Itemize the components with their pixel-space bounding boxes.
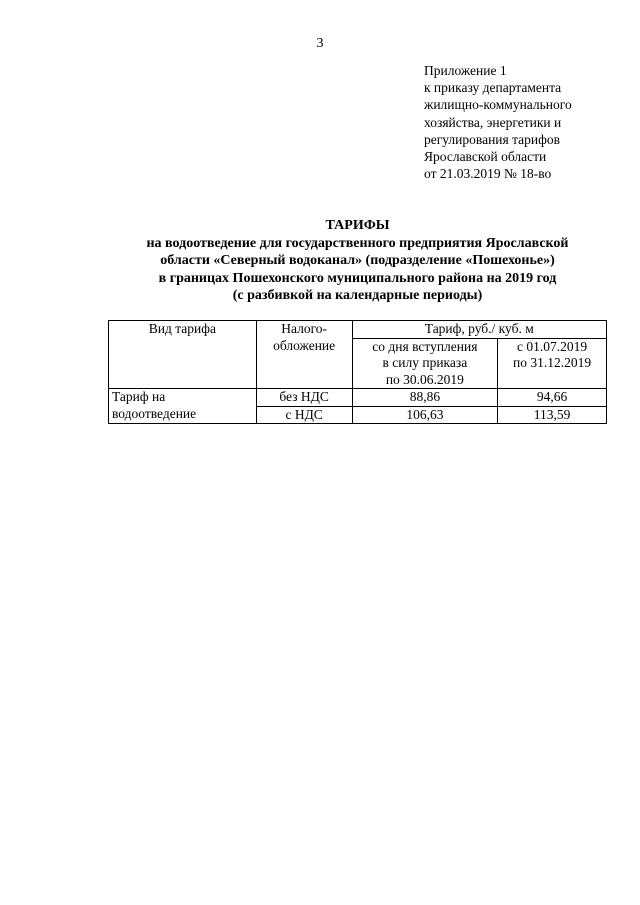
period1-value: 106,63 bbox=[352, 406, 498, 424]
table-row bbox=[109, 389, 607, 407]
appendix-block bbox=[424, 62, 572, 182]
document-title bbox=[100, 217, 615, 305]
appendix-line: Ярославской области bbox=[424, 149, 547, 165]
header-period1: со дня вступления в силу приказа по 30.06.2019 bbox=[352, 338, 498, 389]
appendix-line: от 21.03.2019 № 18-во bbox=[424, 166, 552, 182]
title-heading: ТАРИФЫ bbox=[325, 218, 390, 233]
appendix-line: к приказу департамента bbox=[424, 80, 562, 96]
appendix-line: хозяйства, энергетики и bbox=[424, 114, 562, 130]
taxation-cell: с НДС bbox=[256, 406, 352, 424]
header-tariff-group: Тариф, руб./ куб. м bbox=[352, 321, 606, 339]
page-number: 3 bbox=[316, 36, 324, 51]
header-tariff-type: Вид тарифа bbox=[109, 321, 257, 389]
appendix-line: Приложение 1 bbox=[424, 63, 507, 78]
tariff-name-cell: Тариф на водоотведение bbox=[109, 389, 257, 424]
taxation-cell: без НДС bbox=[256, 389, 352, 407]
period2-value: 113,59 bbox=[498, 406, 607, 424]
title-line: на водоотведение для государственного предприятия Ярославской bbox=[146, 235, 569, 251]
title-line: (с разбивкой на календарные периоды) bbox=[232, 288, 483, 303]
title-line: в границах Пошехонского муниципального района на 2019 год bbox=[158, 270, 557, 286]
appendix-line: жилищно-коммунального bbox=[424, 97, 572, 113]
table-header-row bbox=[109, 321, 607, 339]
header-period2: с 01.07.2019 по 31.12.2019 bbox=[498, 338, 607, 389]
period1-value: 88,86 bbox=[352, 389, 498, 407]
tariff-table bbox=[108, 320, 607, 424]
appendix-line: регулирования тарифов bbox=[424, 131, 561, 147]
period2-value: 94,66 bbox=[498, 389, 607, 407]
title-line: области «Северный водоканал» (подразделение «Пошехонье») bbox=[160, 253, 555, 268]
header-taxation: Налого- обложение bbox=[256, 321, 352, 389]
